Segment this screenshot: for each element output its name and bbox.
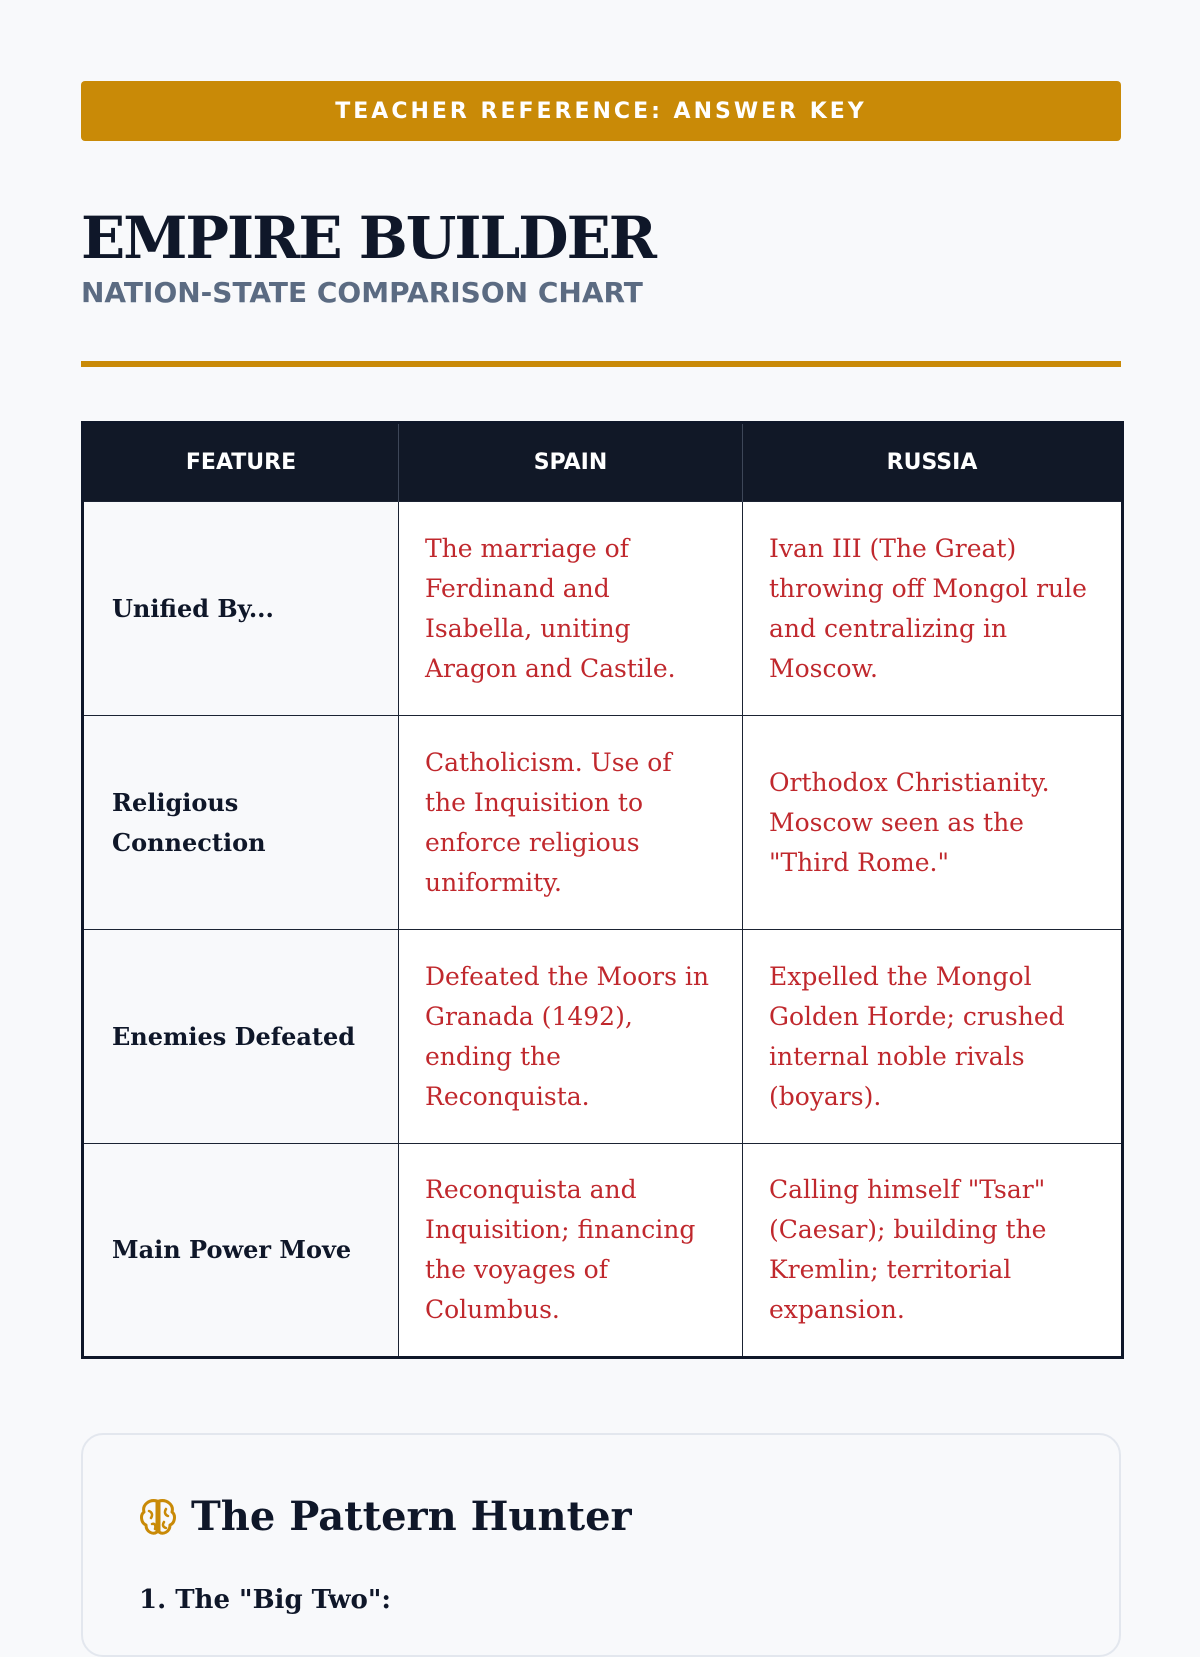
feature-cell: Enemies Defeated <box>83 930 399 1144</box>
spain-answer-cell: Reconquista and Inquisition; financing the voyages of Columbus. <box>399 1144 743 1358</box>
column-header-feature: FEATURE <box>83 423 399 502</box>
table-row <box>83 716 1123 930</box>
feature-cell: Unified By... <box>83 502 399 716</box>
russia-answer-cell: Expelled the Mongol Golden Horde; crushed internal noble rivals (boyars). <box>743 930 1123 1144</box>
table-row <box>83 1144 1123 1358</box>
feature-cell: Main Power Move <box>83 1144 399 1358</box>
worksheet <box>81 81 1121 1359</box>
page-subtitle: NATION-STATE COMPARISON CHART <box>81 276 643 309</box>
spain-answer-cell: Defeated the Moors in Granada (1492), ending the Reconquista. <box>399 930 743 1144</box>
spain-answer-cell: Catholicism. Use of the Inquisition to enforce religious uniformity. <box>399 716 743 930</box>
russia-answer-cell: Calling himself "Tsar" (Caesar); building the Kremlin; territorial expansion. <box>743 1144 1123 1358</box>
table-header-row <box>83 423 1123 502</box>
answer-key-banner <box>81 81 1121 141</box>
russia-answer-cell: Orthodox Christianity. Moscow seen as the "Third Rome." <box>743 716 1123 930</box>
table-row <box>83 502 1123 716</box>
title-divider <box>81 361 1121 367</box>
column-header-russia: RUSSIA <box>743 423 1123 502</box>
comparison-table <box>81 421 1124 1359</box>
question-item: 1. The "Big Two": <box>139 1585 392 1615</box>
banner-label: TEACHER REFERENCE: ANSWER KEY <box>335 98 867 124</box>
russia-answer-cell: Ivan III (The Great) throwing off Mongol rule and centralizing in Moscow. <box>743 502 1123 716</box>
feature-cell: Religious Connection <box>83 716 399 930</box>
brain-icon <box>139 1497 177 1537</box>
page-title: EMPIRE BUILDER <box>81 204 655 272</box>
card-header <box>139 1493 632 1540</box>
pattern-hunter-card <box>81 1433 1121 1657</box>
column-header-spain: SPAIN <box>399 423 743 502</box>
card-title: The Pattern Hunter <box>191 1493 632 1540</box>
spain-answer-cell: The marriage of Ferdinand and Isabella, uniting Aragon and Castile. <box>399 502 743 716</box>
table-row <box>83 930 1123 1144</box>
